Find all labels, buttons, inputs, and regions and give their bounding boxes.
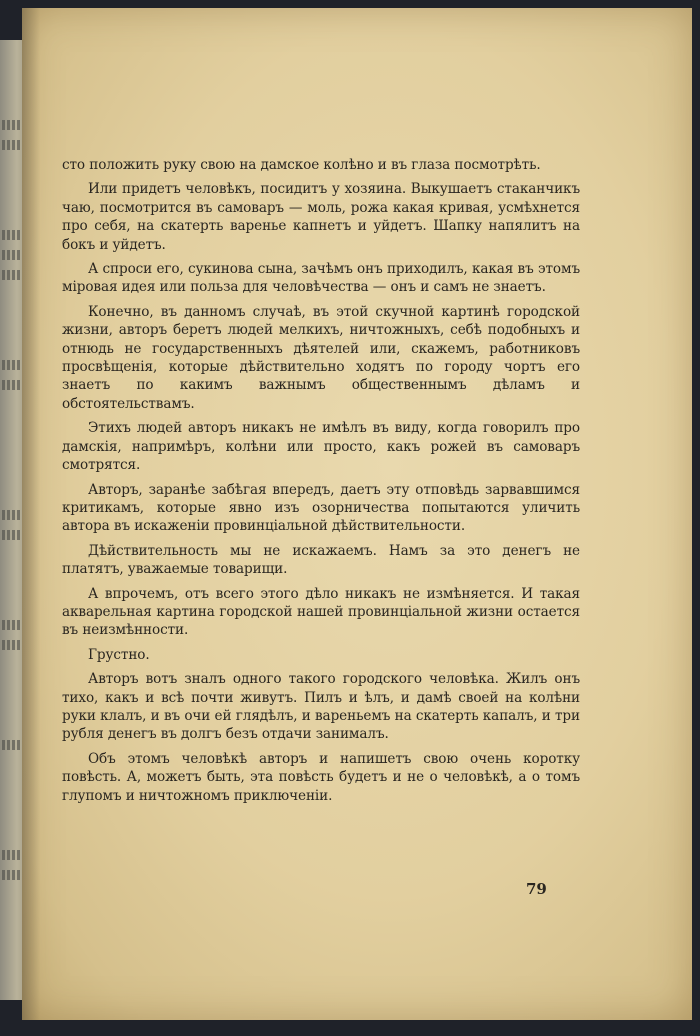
adjacent-text-fragment: [2, 510, 24, 520]
book-page: [22, 8, 692, 1020]
adjacent-text-fragment: [2, 530, 24, 540]
paragraph: Или придетъ человѣкъ, посидитъ у хозяина. Выкушаетъ стаканчикъ чаю, посмотрится въ самоваръ — моль, рожа какая кривая, усмѣхнется про себя, на скатерть варенье капнетъ и уйдетъ. Шапку напялитъ на бокъ и уйдетъ.: [62, 181, 580, 253]
paragraph: Дѣйствительность мы не искажаемъ. Намъ за это денегъ не платятъ, уважаемые товарищи.: [62, 542, 580, 578]
page-number: 79: [526, 880, 547, 898]
adjacent-text-fragment: [2, 140, 24, 150]
paragraph: Этихъ людей авторъ никакъ не имѣлъ въ виду, когда говорилъ про дамскiя, напримѣръ, колѣни или просто, какъ рожей въ самоваръ смотрятся.: [62, 420, 580, 474]
paragraph: А впрочемъ, отъ всего этого дѣло никакъ не измѣняется. И такая акварельная картина городской нашей провинцiальной жизни остается въ неизмѣнности.: [62, 585, 580, 639]
paragraph: Авторъ, заранѣе забѣгая впередъ, даетъ эту отповѣдь зарвавшимся критикамъ, которые явно изъ озорничества попытаются уличить автора въ искаженiи провинцiальной дѣйствительности.: [62, 481, 580, 535]
page-text: [62, 156, 580, 811]
paragraph: сто положить руку свою на дамское колѣно и въ глаза посмотрѣть.: [62, 157, 541, 173]
adjacent-text-fragment: [2, 360, 24, 370]
paragraph: Грустно.: [88, 646, 150, 663]
adjacent-text-fragment: [2, 850, 24, 860]
adjacent-text-fragment: [2, 870, 24, 880]
adjacent-text-fragment: [2, 120, 24, 130]
adjacent-text-fragment: [2, 230, 24, 240]
adjacent-text-fragment: [2, 640, 24, 650]
adjacent-text-fragment: [2, 270, 24, 280]
paragraph: Авторъ вотъ зналъ одного такого городского человѣка. Жилъ онъ тихо, какъ и всѣ почти живутъ. Пилъ и ѣлъ, и дамѣ своей на колѣни руки клалъ, и въ очи ей глядѣлъ, и вареньемъ на скатерть капалъ, и три рубля денегъ въ долгъ безъ отдачи занималъ.: [62, 671, 580, 743]
paragraph: А спроси его, сукинова сына, зачѣмъ онъ приходилъ, какая въ этомъ мiровая идея или польза для человѣчества — онъ и самъ не знаетъ.: [62, 261, 580, 296]
adjacent-text-fragment: [2, 740, 24, 750]
adjacent-text-fragment: [2, 380, 24, 390]
paragraph: Конечно, въ данномъ случаѣ, въ этой скучной картинѣ городской жизни, авторъ беретъ людей мелкихъ, ничтожныхъ, себѣ подобныхъ и отнюдь не государственныхъ дѣятелей или, скажемъ, работниковъ просвѣщенiя, которые дѣйствительно ходятъ по городу чортъ его знаетъ по какимъ важнымъ общественнымъ дѣламъ и обстоятельствамъ.: [62, 303, 580, 412]
paragraph: Объ этомъ человѣкѣ авторъ и напишетъ свою очень коротку повѣсть. А, можетъ быть, эта повѣсть будетъ и не о человѣкѣ, а о томъ глупомъ и ничтожномъ приключенiи.: [62, 750, 580, 804]
adjacent-text-fragment: [2, 250, 24, 260]
adjacent-text-fragment: [2, 620, 24, 630]
